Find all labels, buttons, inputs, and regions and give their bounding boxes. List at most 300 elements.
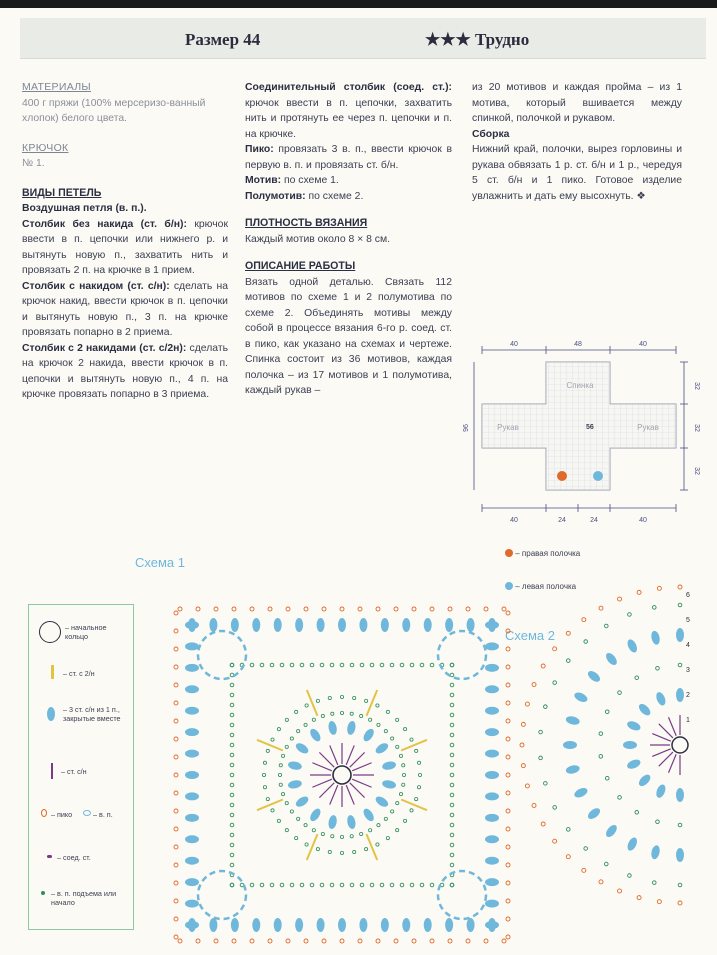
chain-stitch — [450, 733, 454, 737]
picot-stitch — [174, 809, 178, 813]
chain-stitch — [290, 663, 294, 667]
halfmotif-text: по схеме 2. — [308, 190, 364, 202]
picot-stitch — [502, 607, 506, 611]
dc-stitch — [652, 749, 670, 757]
tr-stitch — [307, 834, 318, 860]
chain-stitch — [628, 874, 632, 878]
cluster-stitch — [626, 638, 639, 654]
cluster-stitch — [274, 618, 282, 632]
chain-stitch — [285, 718, 288, 721]
cluster-stitch — [381, 618, 389, 632]
picot-stitch — [358, 939, 362, 943]
picot-stitch — [582, 618, 586, 622]
cluster-stitch — [327, 720, 338, 735]
picot-stitch — [637, 896, 641, 900]
picot-stitch — [506, 809, 510, 813]
picot-stitch — [174, 629, 178, 633]
cluster-stitch — [485, 750, 499, 758]
chain-stitch — [230, 703, 234, 707]
picot-stitch — [506, 845, 510, 849]
center-number: 56 — [586, 424, 594, 431]
picot-stitch — [268, 607, 272, 611]
cluster-stitch — [637, 773, 653, 789]
chain-stitch — [635, 676, 639, 680]
dc-title: Столбик с накидом (ст. с/н): — [22, 280, 170, 292]
chain-stitch — [399, 793, 402, 796]
picot-stitch — [174, 881, 178, 885]
picot-stitch — [376, 607, 380, 611]
cluster-stitch — [485, 792, 499, 800]
dim-bottom-4: 40 — [639, 517, 647, 524]
cluster-stitch — [485, 814, 499, 822]
chain-stitch — [652, 606, 656, 610]
chain-stitch — [305, 843, 308, 846]
picot-stitch — [174, 863, 178, 867]
cluster-stitch — [573, 786, 589, 799]
column-materials — [22, 80, 228, 403]
chain-stitch — [285, 829, 288, 832]
dim-top-1: 40 — [510, 341, 518, 348]
chain-stitch — [396, 745, 399, 748]
center-ring-icon — [672, 737, 688, 753]
chain-stitch — [450, 853, 454, 857]
chain-stitch — [430, 663, 434, 667]
picot-stitch — [174, 899, 178, 903]
corner-cluster-ring — [198, 631, 246, 679]
chain-stitch — [599, 732, 603, 736]
chain-stitch — [390, 883, 394, 887]
legend-ss: – соед. ст. — [57, 853, 91, 862]
cluster-stitch — [586, 806, 602, 821]
chain-stitch — [321, 832, 324, 835]
cluster-stitch — [185, 921, 199, 929]
chain-stitch — [618, 691, 622, 695]
picot-stitch — [174, 791, 178, 795]
cluster-stitch — [402, 618, 410, 632]
dc-stitch — [346, 745, 354, 764]
dim-bottom-1: 40 — [510, 517, 518, 524]
chain-stitch — [566, 659, 570, 663]
picot-stitch — [430, 607, 434, 611]
picot-stitch — [506, 863, 510, 867]
chain-stitch — [376, 704, 379, 707]
chain-stitch — [331, 835, 334, 838]
chain-stitch — [230, 733, 234, 737]
row-number: 3 — [686, 667, 690, 674]
dc-stitch — [330, 785, 338, 804]
chain-stitch — [450, 763, 454, 767]
chain-stitch — [450, 823, 454, 827]
chain-stitch — [328, 850, 331, 853]
cluster-stitch — [361, 807, 375, 823]
chain-stitch — [604, 624, 608, 628]
cluster-stitch — [485, 664, 499, 672]
tr-text: сделать на крючок 2 накида, ввести крючок в п. цепочки и вытянуть новую п., 4 п. на крючке провязать попарно в 3 приема. — [22, 342, 228, 400]
picot-stitch — [532, 803, 536, 807]
chain-stitch — [553, 681, 557, 685]
cluster-stitch — [295, 918, 303, 932]
chain-stitch — [380, 663, 384, 667]
chain-stitch — [450, 673, 454, 677]
cluster-stitch — [676, 788, 684, 802]
picot-stitch — [466, 607, 470, 611]
chain-stitch — [340, 835, 343, 838]
picot-stitch — [553, 647, 557, 651]
picot-stitch — [174, 827, 178, 831]
crochet-charts — [0, 545, 717, 955]
dc-stitch — [669, 717, 677, 735]
cluster-stitch — [346, 814, 357, 829]
hook-text: № 1. — [22, 158, 45, 169]
cluster-stitch — [185, 900, 199, 908]
dc-stitch — [350, 752, 365, 767]
cluster-stitch — [485, 728, 499, 736]
ss-title: Соединительный столбик (соед. ст.): — [245, 82, 452, 93]
chain-stitch — [400, 663, 404, 667]
chain-stitch — [271, 738, 274, 741]
chain-stitch — [402, 773, 405, 776]
chain-stitch — [369, 718, 372, 721]
motif-title: Мотив: — [245, 175, 282, 186]
chain-stitch — [310, 663, 314, 667]
cluster-stitch — [485, 771, 499, 779]
picot-stitch — [214, 939, 218, 943]
picot-stitch — [678, 585, 682, 589]
row-number: 4 — [686, 642, 690, 649]
chain-stitch — [230, 763, 234, 767]
chain-stitch — [230, 813, 234, 817]
chain-stitch — [410, 883, 414, 887]
chain-stitch — [402, 783, 405, 786]
cluster-stitch — [294, 794, 310, 808]
chain-stitch — [280, 883, 284, 887]
cluster-stitch — [604, 823, 619, 839]
cluster-stitch — [274, 918, 282, 932]
picot-stitch — [506, 791, 510, 795]
cluster-stitch — [359, 618, 367, 632]
tr-stitch — [401, 740, 427, 751]
picot-stitch — [178, 607, 182, 611]
stitches-heading: ВИДЫ ПЕТЕЛЬ — [22, 186, 102, 199]
picot-stitch — [412, 939, 416, 943]
picot-stitch — [484, 939, 488, 943]
picot-stitch — [566, 855, 570, 859]
picot-stitch — [178, 939, 182, 943]
chain-stitch — [450, 693, 454, 697]
chain-stitch — [390, 663, 394, 667]
chain-stitch — [290, 883, 294, 887]
chain-stitch — [605, 776, 609, 780]
chain-stitch — [350, 835, 353, 838]
cluster-stitch — [586, 669, 602, 684]
cluster-stitch — [488, 618, 496, 632]
chain-stitch — [316, 699, 319, 702]
chain-stitch — [369, 829, 372, 832]
chain-stitch — [270, 663, 274, 667]
chain-stitch — [450, 683, 454, 687]
picot-stitch — [286, 939, 290, 943]
picot-stitch — [506, 773, 510, 777]
chain-stitch — [328, 696, 331, 699]
chain-stitch — [230, 663, 234, 667]
cluster-stitch — [565, 715, 580, 726]
chain-stitch — [450, 803, 454, 807]
scheme1-title: Схема 1 — [135, 555, 185, 570]
chain-stitch — [350, 712, 353, 715]
picot-stitch — [394, 607, 398, 611]
cluster-stitch — [563, 741, 577, 749]
chain-stitch — [331, 712, 334, 715]
cluster-stitch — [623, 741, 637, 749]
cluster-stitch — [185, 685, 199, 693]
cluster-stitch — [650, 630, 661, 645]
picot-stitch — [506, 701, 510, 705]
chain-stitch — [230, 823, 234, 827]
gauge-text: Каждый мотив около 8 × 8 см. — [245, 233, 391, 245]
cluster-stitch — [361, 727, 375, 743]
picot-stitch — [174, 683, 178, 687]
chain-stitch — [384, 817, 387, 820]
cluster-stitch — [185, 707, 199, 715]
dim-left: 96 — [463, 424, 470, 432]
chain-stitch — [450, 793, 454, 797]
tr-stitch — [257, 799, 283, 810]
picot-stitch — [484, 607, 488, 611]
picot-stitch — [553, 839, 557, 843]
chain-stitch — [417, 761, 420, 764]
chain-stitch — [271, 809, 274, 812]
column-assembly — [472, 80, 682, 204]
chain-stitch — [415, 798, 418, 801]
cluster-stitch — [185, 621, 199, 629]
chain-stitch — [230, 793, 234, 797]
chain-stitch — [678, 823, 682, 827]
cluster-stitch — [467, 618, 475, 632]
chain-stitch — [418, 773, 421, 776]
cluster-stitch — [338, 618, 346, 632]
chain-stitch — [295, 710, 298, 713]
picot-stitch — [582, 868, 586, 872]
cluster-stitch — [231, 918, 239, 932]
picot-stitch — [657, 586, 661, 590]
cluster-stitch — [467, 918, 475, 932]
cluster-stitch — [485, 685, 499, 693]
chain-stitch — [281, 793, 284, 796]
assembly-text: Нижний край, полочки, вырез горловины и рукава обвязать 1 р. ст. б/н и 1 р., чередуя 5 ст. б/н и 1 пико. Готовое изделие увлажнить и дать ему высохнуть. ❖ — [472, 144, 682, 202]
picot-stitch — [174, 647, 178, 651]
cluster-stitch — [381, 760, 396, 771]
difficulty-label: ★★★ Трудно — [425, 30, 530, 49]
cluster-stitch — [424, 918, 432, 932]
materials-text: 400 г пряжи (100% мерсеризо-ванный хлопок) белого цвета. — [22, 97, 206, 124]
cluster-stitch — [637, 702, 653, 718]
picot-stitch — [506, 611, 510, 615]
cluster-stitch — [287, 779, 302, 790]
cluster-stitch — [185, 664, 199, 672]
picot-stitch — [506, 737, 510, 741]
picot-stitch — [521, 722, 525, 726]
picot-stitch — [412, 607, 416, 611]
picot-stitch — [448, 607, 452, 611]
chain-stitch — [380, 883, 384, 887]
cluster-stitch — [676, 628, 684, 642]
chain-stitch — [250, 883, 254, 887]
chain-stitch — [450, 663, 454, 667]
picot-stitch — [304, 939, 308, 943]
row-number: 1 — [686, 717, 690, 724]
legend-ring: – начальное кольцо — [65, 623, 107, 641]
cluster-stitch — [185, 642, 199, 650]
cluster-stitch — [604, 651, 619, 667]
picot-stitch — [174, 719, 178, 723]
chain-stitch — [396, 829, 399, 832]
dim-top-3: 40 — [639, 341, 647, 348]
chain-stitch — [417, 786, 420, 789]
chain-stitch — [656, 820, 660, 824]
chain-stitch — [599, 755, 603, 759]
cluster-stitch — [374, 794, 390, 808]
picot-stitch — [678, 901, 682, 905]
picot-stitch — [506, 881, 510, 885]
tr-stitch — [401, 799, 427, 810]
picot-stitch — [618, 597, 622, 601]
chain-stitch — [304, 723, 307, 726]
cluster-stitch — [346, 720, 357, 735]
chain-stitch — [290, 737, 293, 740]
dc-stitch — [352, 763, 371, 771]
cluster-stitch — [374, 741, 390, 755]
cluster-stitch — [676, 848, 684, 862]
chain-stitch — [360, 832, 363, 835]
chain-stitch — [450, 753, 454, 757]
cluster-stitch — [381, 918, 389, 932]
chain-stitch — [340, 711, 343, 714]
chain-stitch — [280, 663, 284, 667]
chain-stitch — [539, 730, 543, 734]
cluster-stitch — [338, 918, 346, 932]
legend-chain: – в. п. — [93, 810, 113, 819]
picot-stitch — [340, 939, 344, 943]
cluster-stitch — [445, 918, 453, 932]
chain-stitch — [404, 819, 407, 822]
column-instructions — [245, 80, 452, 399]
picot-stitch — [506, 827, 510, 831]
continuation-text: из 20 мотивов и каждая пройма – из 1 мотива, который вшивается между спинкой, полочкой и рукавом. — [472, 82, 682, 124]
cluster-stitch — [185, 792, 199, 800]
chain-stitch — [285, 745, 288, 748]
cluster-stitch — [185, 814, 199, 822]
chain-stitch — [230, 853, 234, 857]
picot-stitch — [506, 719, 510, 723]
cluster-stitch — [185, 835, 199, 843]
scheme2-title: Схема 2 — [505, 628, 555, 643]
cluster-stitch — [626, 836, 639, 852]
picot-stitch — [322, 939, 326, 943]
cluster-stitch — [185, 728, 199, 736]
chain-stitch — [305, 704, 308, 707]
chain-stitch — [618, 796, 622, 800]
picot-stitch — [525, 702, 529, 706]
chain-stitch — [365, 848, 368, 851]
chain-stitch — [360, 663, 364, 667]
chain-stitch — [386, 837, 389, 840]
legend-start: – в. п. подъема или начало — [51, 889, 117, 907]
chain-stitch — [410, 809, 413, 812]
picot-stitch — [196, 939, 200, 943]
top-bar — [0, 0, 717, 8]
picot-title: Пико: — [245, 144, 274, 155]
picot-stitch — [506, 755, 510, 759]
picot-stitch — [448, 939, 452, 943]
chain-stitch — [230, 783, 234, 787]
cluster-stitch — [654, 783, 667, 799]
cluster-stitch — [295, 618, 303, 632]
label-back: Спинка — [566, 381, 594, 390]
cluster-stitch — [327, 814, 338, 829]
chain-stitch — [312, 829, 315, 832]
tr-stitch — [257, 740, 283, 751]
legend-dc: – ст. с/н — [61, 767, 87, 776]
picot-stitch — [521, 764, 525, 768]
picot-stitch — [466, 939, 470, 943]
chain-stitch — [450, 783, 454, 787]
chain-stitch — [316, 848, 319, 851]
chain-stitch — [340, 883, 344, 887]
label-sleeve-right: Рукав — [637, 423, 659, 432]
cluster-stitch — [626, 719, 642, 732]
cluster-stitch — [252, 618, 260, 632]
chain-stitch — [297, 817, 300, 820]
dc-stitch — [669, 754, 677, 772]
cluster-stitch — [485, 707, 499, 715]
tr-stitch — [366, 834, 377, 860]
picot-stitch — [340, 607, 344, 611]
chain-stitch — [230, 803, 234, 807]
cluster-stitch — [485, 921, 499, 929]
dc-stitch — [312, 779, 331, 787]
cluster-stitch — [485, 900, 499, 908]
picot-stitch — [502, 939, 506, 943]
chain-stitch — [450, 833, 454, 837]
sc-title: Столбик без накида (ст. б/н): — [22, 218, 187, 230]
dc-stitch — [330, 745, 338, 764]
cluster-stitch — [445, 618, 453, 632]
chain-stitch — [584, 640, 588, 644]
cluster-stitch — [209, 918, 217, 932]
picot-stitch — [174, 665, 178, 669]
chain-stitch — [400, 883, 404, 887]
center-ring-icon — [333, 766, 351, 784]
picot-stitch — [214, 607, 218, 611]
chain-stitch — [553, 806, 557, 810]
chain-stitch — [250, 663, 254, 667]
scheme1-motif — [174, 607, 510, 943]
chain-stitch — [410, 738, 413, 741]
chain-stitch — [450, 713, 454, 717]
chain-stitch — [278, 773, 281, 776]
chain-stitch — [450, 723, 454, 727]
picot-stitch — [541, 822, 545, 826]
cluster-stitch — [573, 691, 589, 704]
dim-right-2: 32 — [693, 424, 700, 432]
picot-stitch — [618, 889, 622, 893]
chain-stitch — [279, 783, 282, 786]
chain-stitch — [605, 710, 609, 714]
chain-stitch — [321, 714, 324, 717]
chain-stitch — [230, 753, 234, 757]
cluster-stitch — [676, 688, 684, 702]
cluster-stitch — [485, 878, 499, 886]
